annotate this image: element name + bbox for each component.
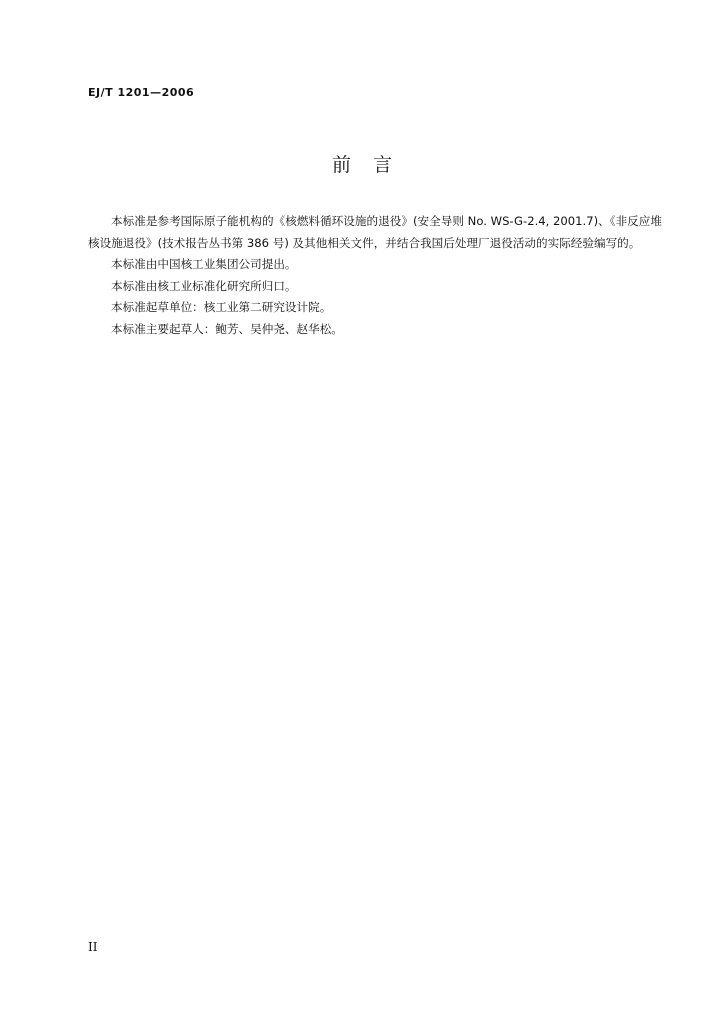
standard-code: EJ/T 1201—2006: [88, 86, 195, 99]
title-char-2: 言: [373, 154, 393, 176]
paragraph-proposed-by: 本标准由中国核工业集团公司提出。: [111, 257, 297, 271]
page-number: II: [88, 940, 98, 954]
paragraph-reference-basis: 本标准是参考国际原子能机构的《核燃料循环设施的退役》(安全导则 No. WS-G-2.4, 2001.7)、《非反应堆核设施退役》(技术报告丛书第 386 号) 及其他相关文件，并结合我国后处理厂退役活动的实际经验编写的。: [88, 214, 662, 250]
page-title: [0, 150, 724, 177]
title-char-1: 前: [331, 154, 351, 176]
paragraph-drafters: 本标准主要起草人：鲍芳、吴仲尧、赵华松。: [111, 321, 343, 336]
paragraph-drafting-unit: 本标准起草单位：核工业第二研究设计院。: [111, 300, 332, 314]
paragraph-centralized-by: 本标准由核工业标准化研究所归口。: [111, 278, 297, 293]
foreword-body: [88, 211, 662, 340]
